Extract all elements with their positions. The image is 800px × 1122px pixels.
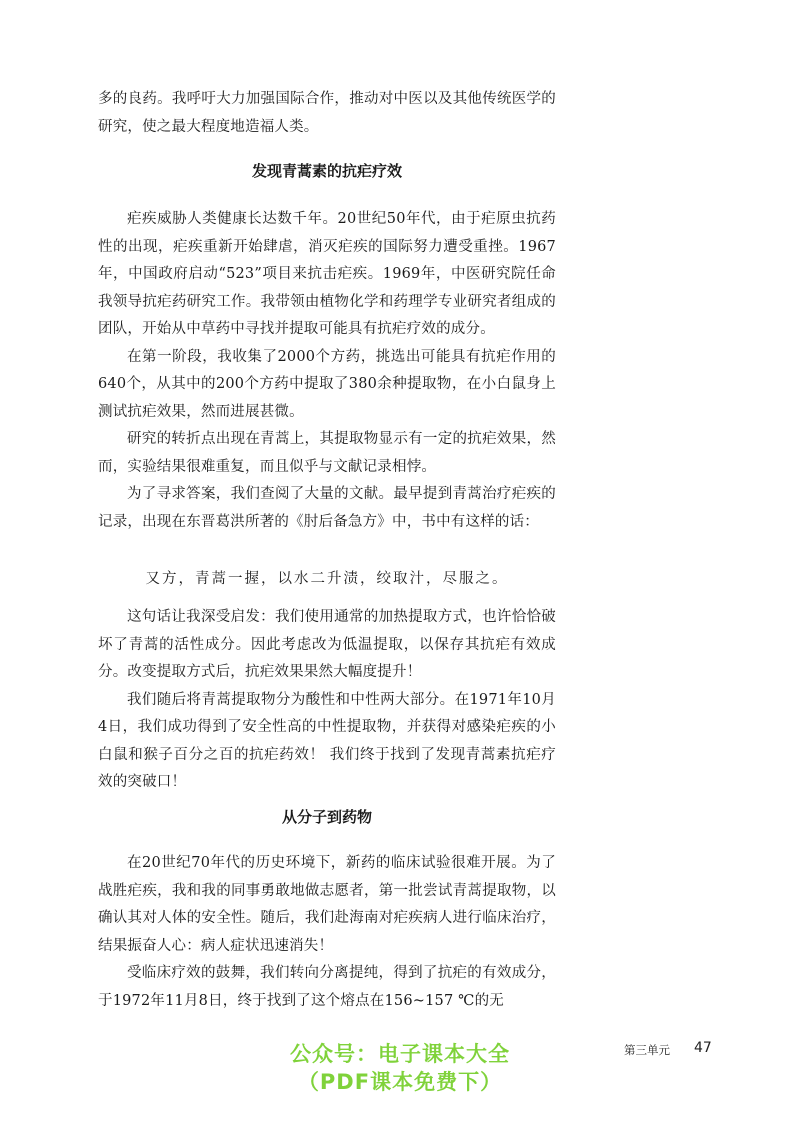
paragraph: 研究的转折点出现在青蒿上，其提取物显示有一定的抗疟效果，然而，实验结果很难重复，而且似乎与文献记录相悖。 — [98, 431, 556, 475]
section-2-body — [98, 850, 556, 1015]
classical-quote: 又方，青蒿一握，以水二升渍，绞取汁，尽服之。 — [145, 571, 509, 587]
watermark-line-1: 公众号：电子课本大全 — [290, 1042, 510, 1066]
section-heading-discovery: 发现青蒿素的抗疟疗效 — [251, 162, 402, 180]
page-number: 47 — [694, 1040, 712, 1056]
quote-block — [98, 566, 556, 594]
section-1-heading-block — [98, 160, 556, 182]
section-2-heading-block — [98, 806, 556, 828]
paragraph: 这句话让我深受启发：我们使用通常的加热提取方式，也许恰恰破坏了青蒿的活性成分。因此考虑改为低温提取，以保存其抗疟有效成分。改变提取方式后，抗疟效果果然大幅度提升！ — [98, 609, 556, 680]
intro-block — [98, 86, 556, 141]
paragraph: 我们随后将青蒿提取物分为酸性和中性两大部分。在1971年10月4日，我们成功得到了安全性高的中性提取物，并获得对感染疟疾的小白鼠和猴子百分之百的抗疟药效！ 我们终于找到了发现青蒿素抗疟疗效的突破口！ — [98, 691, 556, 790]
watermark — [250, 1040, 550, 1096]
section-1-body — [98, 206, 556, 536]
intro-paragraph: 多的良药。我呼吁大力加强国际合作，推动对中医以及其他传统医学的研究，使之最大程度地造福人类。 — [98, 91, 556, 135]
section-1-body-continued — [98, 604, 556, 797]
paragraph: 在20世纪70年代的历史环境下，新药的临床试验很难开展。为了战胜疟疾，我和我的同事勇敢地做志愿者，第一批尝试青蒿提取物，以确认其对人体的安全性。随后，我们赴海南对疟疾病人进行临床治疗，结果振奋人心：病人症状迅速消失！ — [98, 855, 556, 954]
paragraph: 受临床疗效的鼓舞，我们转向分离提纯，得到了抗疟的有效成分，于1972年11月8日，终于找到了这个熔点在156~157 ℃的无 — [98, 965, 556, 1009]
paragraph: 为了寻求答案，我们查阅了大量的文献。最早提到青蒿治疗疟疾的记录，出现在东晋葛洪所著的《肘后备急方》中，书中有这样的话： — [98, 486, 556, 530]
watermark-line-2: （PDF课本免费下） — [297, 1070, 503, 1094]
section-heading-molecule-to-drug: 从分子到药物 — [281, 808, 372, 826]
paragraph: 疟疾威胁人类健康长达数千年。20世纪50年代，由于疟原虫抗药性的出现，疟疾重新开始肆虐，消灭疟疾的国际努力遭受重挫。1967年，中国政府启动“523”项目来抗击疟疾。1969年，中医研究院任命我领导抗疟药研究工作。我带领由植物化学和药理学专业研究者组成的团队，开始从中草药中寻找并提取可能具有抗疟疗效的成分。 — [98, 211, 556, 337]
paragraph: 在第一阶段，我收集了2000个方药，挑选出可能具有抗疟作用的640个，从其中的200个方药中提取了380余种提取物，在小白鼠身上测试抗疟效果，然而进展甚微。 — [98, 348, 556, 420]
footer-unit-label: 第三单元 — [624, 1043, 670, 1057]
